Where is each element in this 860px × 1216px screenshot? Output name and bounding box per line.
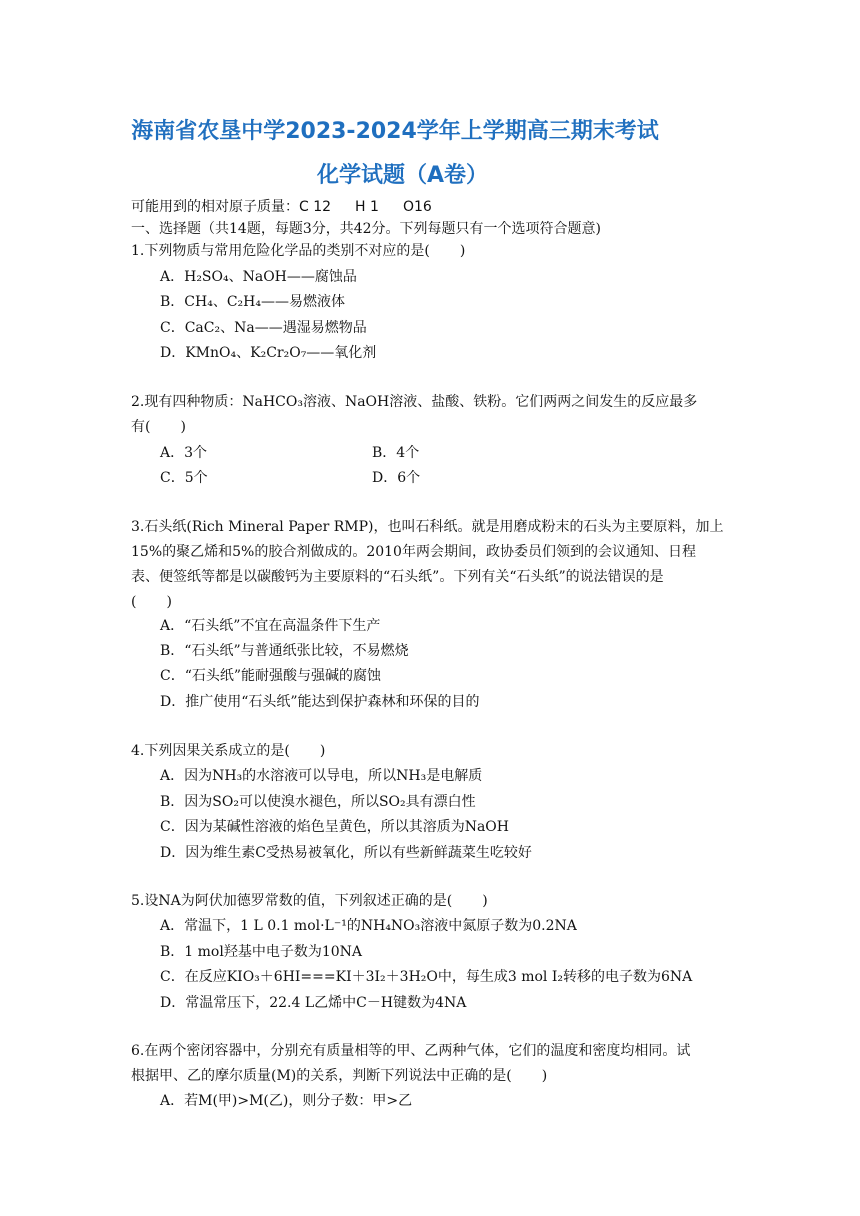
q6-stem-line1: 6.在两个密闭容器中，分别充有质量相等的甲、乙两种气体，它们的温度和密度均相同。试 [131, 1043, 691, 1059]
q4-stem: 4.下列因果关系成立的是( ) [131, 743, 326, 759]
q2-stem-line2: 有( ) [131, 419, 186, 435]
q1-option-d: D．KMnO₄、K₂Cr₂O₇——氧化剂 [160, 345, 377, 361]
q1-option-a: A．H₂SO₄、NaOH——腐蚀品 [160, 269, 357, 285]
exam-subtitle: 化学试题（A卷） [316, 163, 489, 188]
q3-stem-line2: 15%的聚乙烯和5%的胶合剂做成的。2010年两会期间，政协委员们领到的会议通知、日程 [131, 544, 696, 560]
q6-option-a: A．若M(甲)>M(乙)，则分子数：甲>乙 [160, 1093, 413, 1109]
q3-stem-line1: 3.石头纸(Rich Mineral Paper RMP)，也叫石科纸。就是用磨成粉末的石头为主要原料，加上 [131, 519, 724, 535]
q4-option-a: A．因为NH₃的水溶液可以导电，所以NH₃是电解质 [160, 768, 483, 784]
q2-option-d: D．6个 [372, 470, 421, 486]
q5-option-b: B．1 mol羟基中电子数为10NA [160, 944, 363, 960]
q6-stem-line2: 根据甲、乙的摩尔质量(M)的关系，判断下列说法中正确的是( ) [131, 1068, 548, 1084]
q4-option-d: D．因为维生素C受热易被氧化，所以有些新鲜蔬菜生吃较好 [160, 845, 532, 861]
atomic-mass-line [131, 197, 432, 217]
q3-option-b: B．“石头纸”与普通纸张比较，不易燃烧 [160, 643, 409, 659]
atomic-mass-c: C 12 [299, 199, 332, 215]
q5-stem: 5.设NA为阿伏加德罗常数的值，下列叙述正确的是( ) [131, 893, 488, 909]
q5-option-d: D．常温常压下，22.4 L乙烯中C－H键数为4NA [160, 995, 467, 1011]
atomic-mass-h: H 1 [355, 199, 379, 215]
q3-stem-line4: ( ) [131, 594, 172, 610]
q2-option-b: B．4个 [372, 445, 420, 461]
q1-option-c: C．CaC₂、Na——遇湿易燃物品 [160, 320, 367, 336]
q3-option-c: C．“石头纸”能耐强酸与强碱的腐蚀 [160, 668, 382, 684]
q5-option-c: C．在反应KIO₃＋6HI===KI＋3I₂＋3H₂O中，每生成3 mol I₂转移的电子数为6NA [160, 969, 693, 985]
q3-stem-line3: 表、便签纸等都是以碳酸钙为主要原料的“石头纸”。下列有关“石头纸”的说法错误的是 [131, 569, 664, 585]
q5-option-a: A．常温下，1 L 0.1 mol·L⁻¹的NH₄NO₃溶液中氮原子数为0.2NA [160, 918, 577, 934]
exam-title: 海南省农垦中学2023-2024学年上学期高三期末考试 [131, 119, 659, 144]
q4-option-c: C．因为某碱性溶液的焰色呈黄色，所以其溶质为NaOH [160, 819, 509, 835]
q2-option-a: A．3个 [160, 445, 208, 461]
q3-option-d: D．推广使用“石头纸”能达到保护森林和环保的目的 [160, 694, 480, 710]
q1-option-b: B．CH₄、C₂H₄——易燃液体 [160, 294, 345, 310]
section-heading: 一、选择题（共14题，每题3分，共42分。下列每题只有一个选项符合题意) [131, 221, 601, 237]
q1-stem: 1.下列物质与常用危险化学品的类别不对应的是( ) [131, 243, 466, 259]
q3-option-a: A．“石头纸”不宜在高温条件下生产 [160, 618, 381, 634]
q4-option-b: B．因为SO₂可以使溴水褪色，所以SO₂具有漂白性 [160, 794, 476, 810]
q2-stem-line1: 2.现有四种物质：NaHCO₃溶液、NaOH溶液、盐酸、铁粉。它们两两之间发生的反应最多 [131, 394, 698, 410]
q2-option-c: C．5个 [160, 470, 208, 486]
atomic-mass-label: 可能用到的相对原子质量： [131, 199, 299, 215]
atomic-mass-o: O16 [402, 199, 432, 215]
